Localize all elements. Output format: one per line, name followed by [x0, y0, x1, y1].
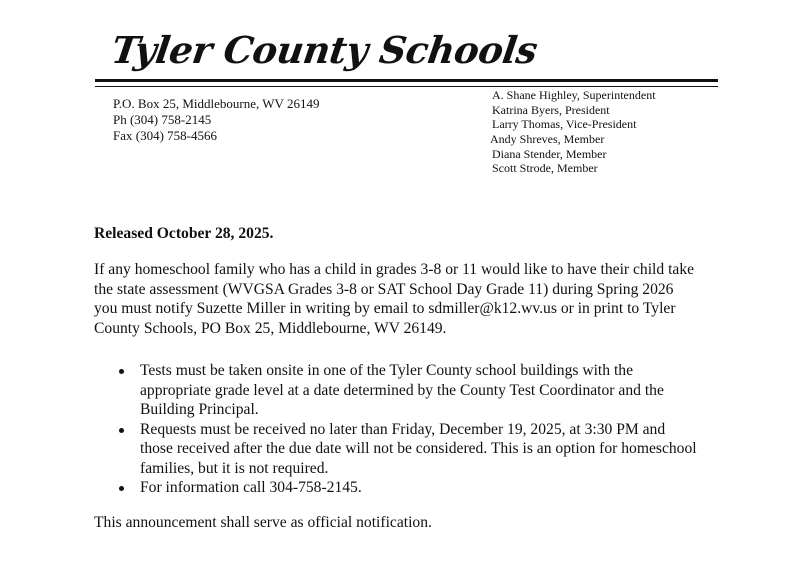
release-date: Released October 28, 2025. [94, 225, 274, 242]
bullet-text: those received after the due date will not be considered. This is an option for homeschool [140, 440, 697, 457]
bullet-text: For information call 304-758-2145. [140, 479, 362, 496]
board-member: A. Shane Highley, Superintendent [492, 88, 656, 102]
paragraph-line: you must notify Suzette Miller in writing by email to sdmiller@k12.wv.us or in print to Tyler [94, 300, 676, 317]
bullet-text: Building Principal. [140, 401, 259, 418]
paragraph-line: If any homeschool family who has a child in grades 3-8 or 11 would like to have their child take [94, 261, 695, 278]
bullet-icon [119, 428, 124, 433]
bullet-icon [119, 369, 124, 374]
fax-line: Fax (304) 758-4566 [113, 128, 217, 143]
bullet-icon [119, 486, 124, 491]
phone-line: Ph (304) 758-2145 [113, 112, 212, 127]
board-member: Larry Thomas, Vice-President [492, 117, 637, 131]
divider [95, 79, 718, 82]
bullet-text: families, but it is not required. [140, 460, 329, 477]
board-member: Andy Shreves, Member [490, 132, 605, 146]
board-member: Scott Strode, Member [492, 161, 598, 175]
divider [95, 86, 718, 87]
bullet-text: Requests must be received no later than Friday, December 19, 2025, at 3:30 PM and [140, 421, 666, 438]
bullet-text: Tests must be taken onsite in one of the Tyler County school buildings with the [140, 362, 634, 379]
closing-line: This announcement shall serve as official notification. [94, 514, 432, 531]
board-member: Katrina Byers, President [492, 103, 610, 117]
board-member: Diana Stender, Member [492, 147, 607, 161]
address-line: P.O. Box 25, Middlebourne, WV 26149 [113, 96, 320, 111]
bullet-text: appropriate grade level at a date determined by the County Test Coordinator and the [140, 382, 664, 399]
paragraph-line: County Schools, PO Box 25, Middlebourne, WV 26149. [94, 320, 447, 337]
logo: Tyler County Schools [108, 28, 540, 72]
paragraph-line: the state assessment (WVGSA Grades 3-8 or SAT School Day Grade 11) during Spring 2026 [94, 281, 674, 298]
